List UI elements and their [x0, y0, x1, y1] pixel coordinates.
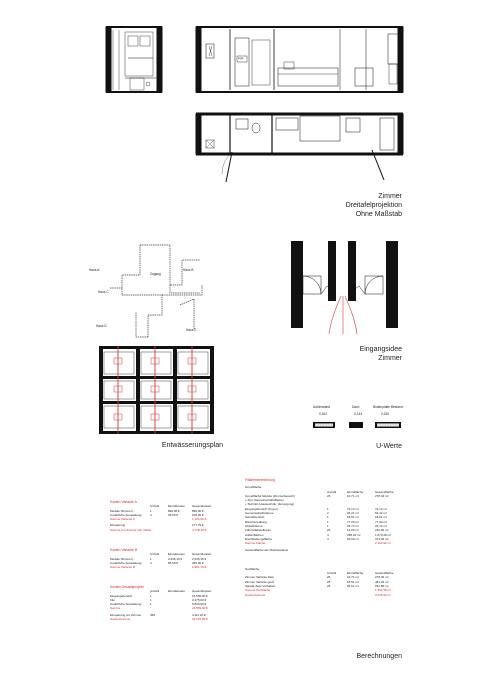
- table-cell: 52,42 m²: [375, 511, 387, 516]
- table-cell: 3.175,00 €: [192, 597, 207, 602]
- area-section-c: Nutzfläche: [245, 566, 260, 571]
- table-cell: Fahrradabstellraum: [245, 528, 272, 533]
- table-cell: 26,50 €: [168, 512, 179, 517]
- table-cell: 374,40 m²: [375, 536, 389, 541]
- table-cell: 2.193,92 m²: [375, 541, 392, 546]
- table-cell: 240,00 m²: [375, 528, 389, 533]
- col-anzahl: Anzahl: [150, 552, 160, 557]
- table-cell: Summe Variante A: [110, 517, 135, 522]
- entwaesserung-caption: Entwässerungsplan: [161, 442, 223, 449]
- table-cell: 1: [150, 593, 152, 598]
- dreitafel-caption: Dreitafelprojektion: [345, 202, 402, 209]
- table-cell: 1: [327, 523, 329, 528]
- table-cell: Abstellräume: [245, 523, 263, 528]
- table-cell: 1: [150, 556, 152, 561]
- area-table: [245, 478, 405, 597]
- area-section-b: Gesamtfläche der Modulvariante: [245, 548, 289, 553]
- uwert-header-aussenwand: Außenwand: [313, 405, 331, 409]
- table-cell: 3.645,50 m²: [375, 592, 392, 597]
- table-cell: 346,00 €: [192, 560, 204, 565]
- table-cell: zusätzliche Ausstattung: [110, 512, 142, 517]
- col-einzel: Einzelfläche: [347, 489, 364, 494]
- table-cell: 20: [327, 528, 331, 533]
- table-cell: zusätzliche Ausstattung: [110, 602, 142, 607]
- col-einzel: Einzelkosten: [168, 552, 186, 557]
- site-label-c: Haus C: [98, 290, 109, 294]
- col-anzahl: Anzahl: [327, 571, 337, 576]
- table-cell: 4: [150, 512, 152, 517]
- eingang-zimmer-caption: Zimmer: [378, 355, 402, 362]
- eingangsidee-caption: Eingangsidee: [359, 346, 402, 353]
- table-cell: [327, 541, 347, 545]
- elevation-note: legte: [238, 57, 244, 60]
- table-cell: 26: [327, 583, 331, 588]
- table-cell: 26,21 m²: [347, 511, 359, 516]
- table-cell: 890,00 €: [168, 508, 180, 513]
- table-cell: 73,13 m²: [375, 506, 387, 511]
- table-cell: 86,50 €: [168, 560, 179, 565]
- table-cell: Summe Fläche: [245, 541, 266, 546]
- uwert-value-bodenplatte: 0,150: [381, 412, 389, 416]
- col-gesamt: Gesamtfläche: [375, 489, 394, 494]
- cost-table-total: [110, 585, 220, 621]
- table-cell: 15.550,00 €: [192, 593, 208, 598]
- table-cell: 1: [150, 597, 152, 602]
- berechnungen-caption: Berechnungen: [356, 653, 402, 660]
- table-cell: 26,61 m²: [347, 583, 359, 588]
- table-cell: Einsparung: [110, 523, 126, 528]
- col-einzel: Einzelkosten: [168, 589, 186, 594]
- area-section-a: Grundfläche: [245, 485, 262, 490]
- table-cell: Summe Nutzfläche: [245, 588, 271, 593]
- table-cell: Summe Variante B: [110, 565, 135, 570]
- table-cell: 18,51 m²: [375, 515, 387, 520]
- table-cell: 1.451,58 m²: [375, 588, 392, 593]
- table-cell: 12,00 m²: [347, 528, 359, 533]
- table-cell: 26,72 m²: [347, 523, 359, 528]
- table-cell: 1.126,00 €: [192, 517, 207, 522]
- table-cell: 1: [150, 508, 152, 513]
- table-cell: 22.570,00 €: [192, 617, 208, 622]
- table-cell: Eingangsbereich (Foyer): [245, 506, 278, 511]
- cost-table-a-title: Kosten Variante A: [110, 500, 137, 504]
- table-cell: Sanitär Zwei Vorhaben: [245, 583, 276, 588]
- table-cell: 4: [327, 536, 329, 541]
- table-cell: + Flur (Gemeinschaftsfläche): [245, 498, 284, 503]
- table-cell: Zimmer Variante klein: [245, 575, 274, 580]
- table-cell: 73,13 m²: [347, 506, 359, 511]
- site-label-e: Haus E: [186, 328, 197, 332]
- table-cell: 1: [327, 506, 329, 511]
- table-cell: 1: [150, 602, 152, 607]
- table-cell: 1: [327, 519, 329, 524]
- table-cell: [347, 541, 375, 545]
- table-cell: 26: [327, 579, 331, 584]
- uwert-value-aussenwand: 0,162: [319, 412, 327, 416]
- col-anzahl: Anzahl: [150, 504, 160, 509]
- table-cell: Außenflächen: [245, 532, 264, 537]
- table-cell: Eingangsbereich: [110, 593, 133, 598]
- table-cell: 2.635,15 €: [192, 556, 207, 561]
- uwert-value-dach: 0,143: [354, 412, 362, 416]
- table-cell: Gemeinschaftsräume: [245, 511, 274, 516]
- table-cell: 1.073,28 m²: [375, 532, 392, 537]
- table-cell: 890,00 €: [192, 508, 204, 513]
- table-cell: Sanitärbereich: [245, 515, 265, 520]
- table-cell: 4.111,20 €: [192, 612, 206, 617]
- table-cell: 4: [150, 560, 152, 565]
- col-anzahl: Anzahl: [150, 589, 160, 594]
- area-table-title: Flächenberechnung: [245, 478, 275, 482]
- uwert-header-dach: Dach: [352, 405, 360, 409]
- table-cell: Erschließungsfläche: [245, 536, 273, 541]
- massstab-caption: Ohne Maßstab: [355, 211, 402, 218]
- table-cell: Gesamtsumme: [110, 617, 131, 622]
- table-cell: 77,00 m²: [347, 519, 359, 524]
- table-cell: 456: [150, 612, 156, 617]
- table-cell: 2: [327, 511, 329, 516]
- col-gesamt: Gesamtfläche: [375, 571, 394, 576]
- cost-table-total-title: Kosten Gesamtprojekt: [110, 585, 144, 589]
- table-cell: Module (Zimmer): [110, 508, 133, 513]
- table-cell: 93,60 m²: [347, 536, 359, 541]
- table-cell: Gesamtsumme: [245, 592, 266, 597]
- table-cell: 4.778,40 €: [192, 527, 207, 532]
- table-cell: 18,51 m²: [347, 579, 359, 584]
- table-cell: 2.981,15 €: [192, 565, 207, 570]
- table-cell: 106,00 €: [192, 512, 204, 517]
- table-cell: 691,86 m²: [375, 583, 389, 588]
- table-row: [245, 593, 405, 597]
- table-cell: 177,75 €: [192, 523, 204, 528]
- table-cell: Summe: [110, 606, 121, 611]
- uwerte-caption: U-Werte: [376, 443, 402, 450]
- table-cell: 2.635,15 €: [168, 556, 183, 561]
- table-cell: 26: [327, 575, 331, 580]
- table-cell: 278,46 m²: [375, 575, 389, 580]
- table-cell: [347, 593, 375, 597]
- table-cell: 10,71 m²: [347, 575, 359, 580]
- table-cell: Zimmer Variante groß: [245, 579, 274, 584]
- col-gesamt: Gesamtkosten: [192, 552, 212, 557]
- zimmer-caption: Zimmer: [378, 193, 402, 200]
- table-cell: 26: [327, 493, 331, 498]
- table-cell: + Technik (Haustechnik, Versorgung): [245, 502, 295, 507]
- cost-table-b-title: Kosten Variante B: [110, 548, 138, 552]
- table-cell: [327, 593, 347, 597]
- site-label-d: Haus D: [96, 324, 107, 328]
- table-cell: 24.559,00 €: [192, 606, 208, 611]
- col-anzahl: Anzahl: [327, 489, 337, 494]
- col-gesamt: Gesamtkosten: [192, 504, 212, 509]
- table-row: [245, 541, 405, 545]
- cost-table-a: [110, 500, 220, 532]
- table-cell: 18,51 m²: [347, 515, 359, 520]
- uwert-header-bodenplatte: Bodenplatte Bestand: [373, 405, 403, 409]
- table-cell: 278,46 m²: [375, 493, 389, 498]
- table-cell: Module (Zimmer): [110, 556, 133, 561]
- table-cell: 4: [327, 532, 329, 537]
- table-cell: zusätzliche Ausstattung: [110, 560, 142, 565]
- site-label-a: Haus A: [89, 268, 100, 272]
- site-label-b: Haus B: [183, 268, 194, 272]
- table-cell: Flur: [110, 597, 116, 602]
- cost-table-b: [110, 548, 220, 569]
- table-cell: Einsparung pro Zimmer: [110, 612, 142, 617]
- table-cell: 77,00 m²: [375, 519, 387, 524]
- table-cell: 481,26 m²: [375, 579, 389, 584]
- table-cell: Grundfläche Module (Zimmerbereich): [245, 493, 295, 498]
- table-cell: 268,32 m²: [347, 532, 361, 537]
- table-cell: Büro/Verwaltung: [245, 519, 268, 524]
- table-cell: 26,72 m²: [375, 523, 387, 528]
- table-cell: 1: [327, 515, 329, 520]
- table-cell: Summe pro Zimmer inkl. MwSt.: [110, 527, 152, 532]
- col-einzel: Einzelfläche: [347, 571, 364, 576]
- table-cell: 5.834,00 €: [192, 602, 207, 607]
- sketch-note: Zugang: [150, 272, 161, 276]
- col-einzel: Einzelkosten: [168, 504, 186, 509]
- col-gesamt: Gesamtkosten: [192, 589, 212, 594]
- table-cell: 10,71 m²: [347, 493, 359, 498]
